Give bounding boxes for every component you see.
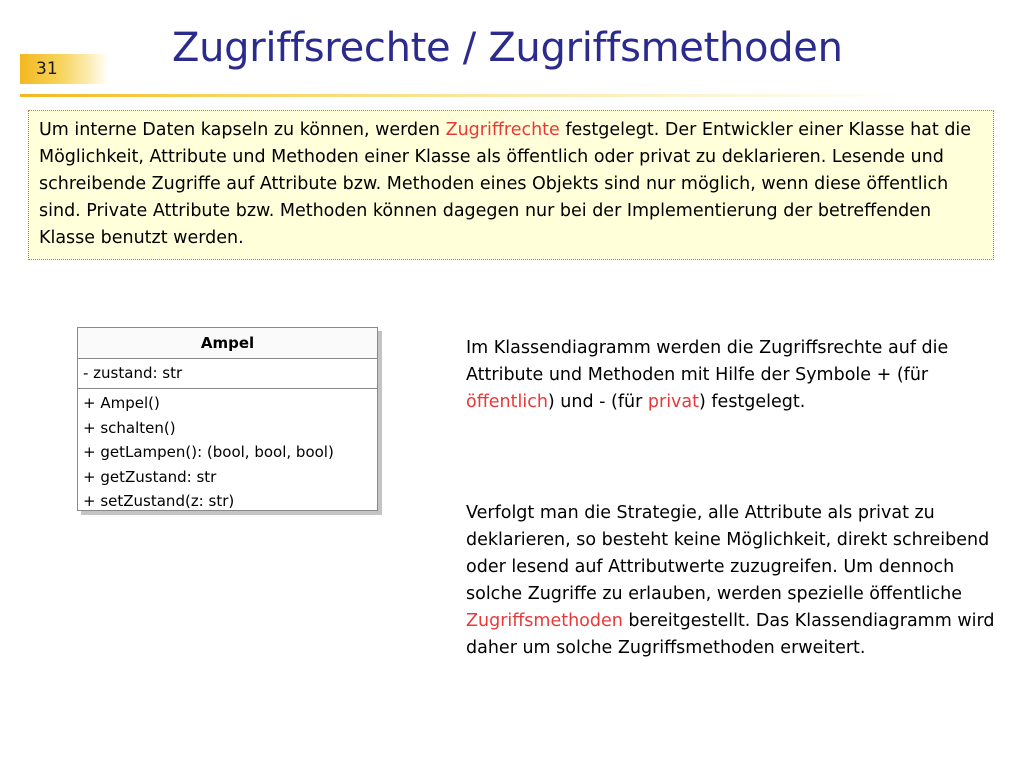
- paragraph1-text-part3: ) festgelegt.: [699, 392, 806, 412]
- uml-operation: + schalten(): [83, 418, 176, 437]
- uml-attributes: [78, 359, 377, 389]
- uml-operation: + Ampel(): [83, 394, 160, 412]
- uml-attribute: - zustand: str: [83, 364, 183, 382]
- slide-title: Zugriffsrechte / Zugriffsmethoden: [172, 25, 843, 71]
- paragraph2-text-part2: bereitgestellt. Das Klassendiagramm wird daher um solche Zugriffsmethoden erweitert.: [466, 611, 995, 658]
- paragraph1-highlight-public: öffentlich: [466, 392, 548, 412]
- uml-operations: [78, 389, 377, 514]
- slide-number: 31: [36, 59, 58, 79]
- paragraph2-highlight: Zugriffsmethoden: [466, 611, 623, 631]
- intro-box: [28, 110, 994, 260]
- uml-class-name: Ampel: [78, 328, 377, 359]
- intro-text-part2: festgelegt. Der Entwickler einer Klasse hat die Möglichkeit, Attribute und Methoden einer Klasse als öffentlich oder privat zu deklarieren. Lesende und schreibende Zugriffe auf Attribute bzw. Methoden eines Objekts sind nur möglich, wenn diese öffentlich sind. Private Attribute bzw. Methoden können dagegen nur bei der Implementierung der betreffenden Klasse benutzt werden.: [39, 120, 972, 248]
- slide-number-badge: [20, 54, 108, 84]
- intro-text-part1: Um interne Daten kapseln zu können, werden: [39, 120, 446, 140]
- paragraph1-highlight-private: privat: [647, 392, 699, 412]
- paragraph1-text-part2: ) und - (für: [547, 392, 648, 412]
- paragraph-access-methods: [466, 500, 996, 662]
- paragraph-access-symbols: [466, 335, 996, 416]
- uml-class-diagram: [77, 327, 378, 511]
- uml-operation: + setZustand(z: str): [83, 492, 235, 510]
- title-underline: [20, 94, 1004, 97]
- uml-operation: + getZustand: str: [83, 467, 217, 486]
- paragraph2-text-part1: Verfolgt man die Strategie, alle Attribute als privat zu deklarieren, so besteht keine Möglichkeit, direkt schreibend oder lesend auf Attributwerte zuzugreifen. Um dennoch solche Zugriffe zu erlauben, werden spezielle öffentliche: [466, 503, 990, 604]
- uml-operation: + getLampen(): (bool, bool, bool): [83, 443, 334, 461]
- paragraph1-text-part1: Im Klassendiagramm werden die Zugriffsrechte auf die Attribute und Methoden mit Hilfe der Symbole + (für: [466, 338, 949, 385]
- intro-highlight: Zugriffrechte: [445, 120, 560, 140]
